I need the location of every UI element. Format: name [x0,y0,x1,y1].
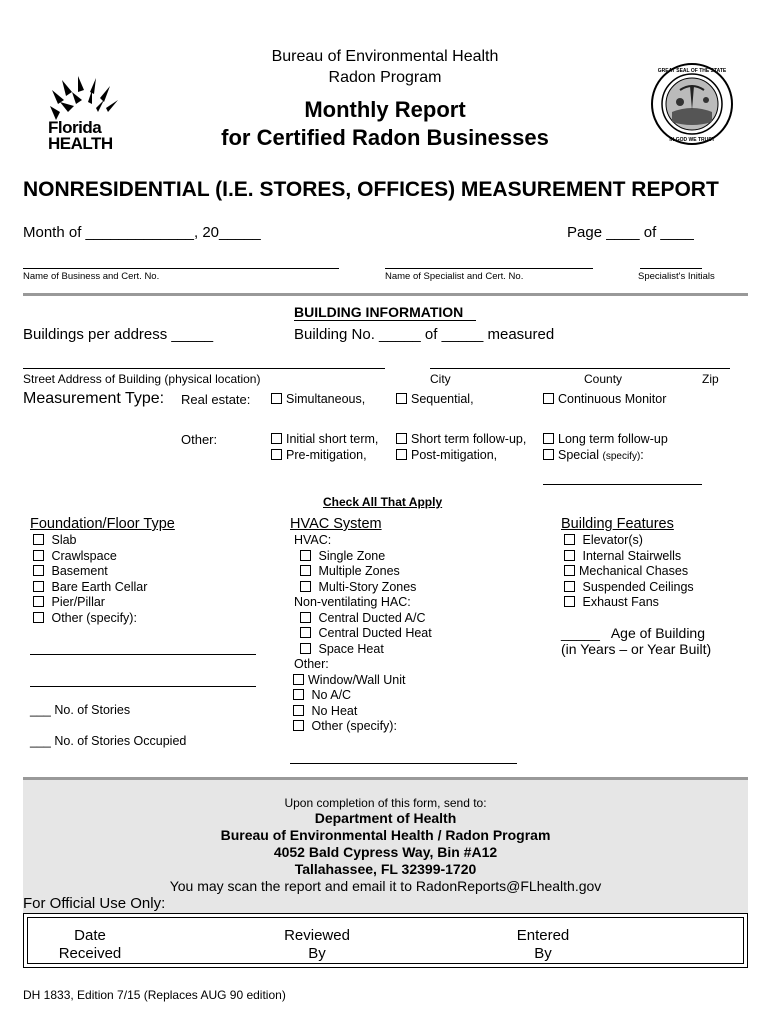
svg-text:GREAT SEAL OF THE STATE: GREAT SEAL OF THE STATE [657,68,727,74]
initials-label: Specialist's Initials [638,271,715,282]
foundation-other-line-2[interactable] [30,686,256,687]
bureau-title: Bureau of Environmental Health [271,48,499,65]
checkbox-icon[interactable] [33,581,44,592]
checkbox-icon[interactable] [564,596,575,607]
checkbox-icon[interactable] [33,612,44,623]
dept-name: Department of Health [314,810,457,826]
feature-mechanical-chases[interactable]: Mechanical Chases [564,564,688,578]
hvac-label: HVAC: [294,533,332,547]
checkbox-icon[interactable] [300,627,311,638]
option-pre-mitigation[interactable]: Pre-mitigation, [271,448,367,462]
special-specify-line[interactable] [543,484,702,485]
date-received-line1: Date [74,927,106,944]
zip-label: Zip [702,372,719,386]
checkbox-icon[interactable] [543,393,554,404]
checkbox-icon[interactable] [33,550,44,561]
checkbox-icon[interactable] [396,433,407,444]
foundation-other-line-1[interactable] [30,654,256,655]
edition-note: DH 1833, Edition 7/15 (Replaces AUG 90 edition) [23,988,286,1002]
date-received-line2: Received [58,945,122,962]
checkbox-icon[interactable] [300,550,311,561]
option-short-term-follow-up[interactable]: Short term follow-up, [396,432,526,446]
checkbox-icon[interactable] [396,449,407,460]
checkbox-icon[interactable] [396,393,407,404]
no-of-stories[interactable]: ___ No. of Stories [30,703,131,717]
report-title-line1: Monthly Report [304,97,466,122]
feature-exhaust-fans[interactable]: Exhaust Fans [564,595,659,609]
hvac-single-zone[interactable]: Single Zone [300,549,385,563]
hvac-no-ac[interactable]: No A/C [293,688,351,702]
foundation-basement[interactable]: Basement [33,564,108,578]
official-use-label: For Official Use Only: [23,895,166,912]
building-info-underline [294,320,476,321]
foundation-heading: Foundation/Floor Type [30,516,175,532]
month-field[interactable]: Month of _____________, 20_____ [23,224,261,241]
age-of-building[interactable]: _____ Age of Building [561,625,706,641]
mail-city: Tallahassee, FL 32399-1720 [294,861,477,877]
logo-florida-text: Florida [48,118,102,137]
hvac-heading: HVAC System [290,516,382,532]
nonresidential-title: NONRESIDENTIAL (I.E. STORES, OFFICES) MEASUREMENT REPORT [23,178,719,201]
business-name-label: Name of Business and Cert. No. [23,271,160,282]
checkbox-icon[interactable] [293,674,304,685]
program-title: Radon Program [328,69,442,86]
checkbox-icon[interactable] [543,433,554,444]
option-long-term-follow-up[interactable]: Long term follow-up [543,432,668,446]
reviewed-by-line2: By [308,945,326,962]
feature-internal-stairwells[interactable]: Internal Stairwells [564,549,681,563]
checkbox-icon[interactable] [564,550,575,561]
option-post-mitigation[interactable]: Post-mitigation, [396,448,497,462]
checkbox-icon[interactable] [543,449,554,460]
feature-suspended-ceilings[interactable]: Suspended Ceilings [564,580,694,594]
option-special[interactable]: Special (specify): [543,448,644,462]
non-ventilating-label: Non-ventilating HAC: [294,595,411,609]
city-county-zip-line[interactable] [430,368,730,369]
checkbox-icon[interactable] [33,565,44,576]
svg-text:IN GOD WE TRUST: IN GOD WE TRUST [669,137,715,143]
feature-elevators[interactable]: Elevator(s) [564,533,643,547]
state-seal [650,62,734,146]
checkbox-icon[interactable] [33,596,44,607]
checkbox-icon[interactable] [293,689,304,700]
checkbox-icon[interactable] [300,581,311,592]
measurement-type-label: Measurement Type: [23,390,165,407]
foundation-crawlspace[interactable]: Crawlspace [33,549,117,563]
hvac-other-line[interactable] [290,763,517,764]
entered-by-line2: By [534,945,552,962]
option-simultaneous[interactable]: Simultaneous, [271,392,365,406]
hvac-multi-story-zones[interactable]: Multi-Story Zones [300,580,416,594]
business-name-line[interactable] [23,268,339,269]
foundation-pier-pillar[interactable]: Pier/Pillar [33,595,105,609]
real-estate-label: Real estate: [181,392,251,407]
option-initial-short-term[interactable]: Initial short term, [271,432,378,446]
checkbox-icon[interactable] [564,534,575,545]
street-address-line[interactable] [23,368,385,369]
hvac-window-wall-unit[interactable]: Window/Wall Unit [293,673,405,687]
checkbox-icon[interactable] [271,393,282,404]
email-instruction: You may scan the report and email it to RadonReports@FLhealth.gov [169,878,602,894]
buildings-per-address[interactable]: Buildings per address _____ [23,326,214,343]
checkbox-icon[interactable] [564,581,575,592]
reviewed-by-line1: Reviewed [284,927,350,944]
no-of-stories-occupied[interactable]: ___ No. of Stories Occupied [30,734,187,748]
checkbox-icon[interactable] [300,612,311,623]
florida-health-logo [48,76,120,152]
checkbox-icon[interactable] [293,705,304,716]
checkbox-icon[interactable] [300,643,311,654]
option-continuous-monitor[interactable]: Continuous Monitor [543,392,666,406]
hvac-central-ducted-heat[interactable]: Central Ducted Heat [300,626,432,640]
checkbox-icon[interactable] [271,449,282,460]
foundation-other[interactable]: Other (specify): [33,611,137,625]
seal-icon [650,62,734,146]
initials-line[interactable] [640,268,702,269]
hvac-no-heat[interactable]: No Heat [293,704,357,718]
hvac-other-label: Other: [294,657,329,671]
check-all-heading: Check All That Apply [323,495,443,509]
mail-address: 4052 Bald Cypress Way, Bin #A12 [273,844,498,860]
option-sequential[interactable]: Sequential, [396,392,474,406]
entered-by-line1: Entered [516,927,570,944]
hvac-space-heat[interactable]: Space Heat [300,642,384,656]
checkbox-icon[interactable] [271,433,282,444]
features-heading: Building Features [561,516,674,532]
bureau-name: Bureau of Environmental Health / Radon Program [220,827,551,843]
checkbox-icon[interactable] [564,565,575,576]
building-number[interactable]: Building No. _____ of _____ measured [294,326,555,343]
checkbox-icon[interactable] [33,534,44,545]
checkbox-icon[interactable] [293,720,304,731]
specialist-name-label: Name of Specialist and Cert. No. [385,271,524,282]
sunburst-icon [48,76,120,120]
age-of-building-note: (in Years – or Year Built) [561,641,712,657]
foundation-slab[interactable]: Slab [33,533,77,547]
logo-health-text: HEALTH [48,134,113,153]
page-field[interactable]: Page ____ of ____ [567,224,694,241]
checkbox-icon[interactable] [300,565,311,576]
other-measurement-label: Other: [181,432,218,447]
county-label: County [584,372,623,386]
street-address-label: Street Address of Building (physical location) [23,372,261,386]
city-label: City [430,372,451,386]
divider-top [23,293,748,296]
building-info-heading: BUILDING INFORMATION [294,304,464,320]
hvac-other-specify[interactable]: Other (specify): [293,719,397,733]
specialist-name-line[interactable] [385,268,593,269]
hvac-central-ducted-ac[interactable]: Central Ducted A/C [300,611,425,625]
send-to-text: Upon completion of this form, send to: [284,796,487,810]
hvac-multiple-zones[interactable]: Multiple Zones [300,564,400,578]
report-title-line2: for Certified Radon Businesses [221,125,549,150]
foundation-bare-earth-cellar[interactable]: Bare Earth Cellar [33,580,147,594]
